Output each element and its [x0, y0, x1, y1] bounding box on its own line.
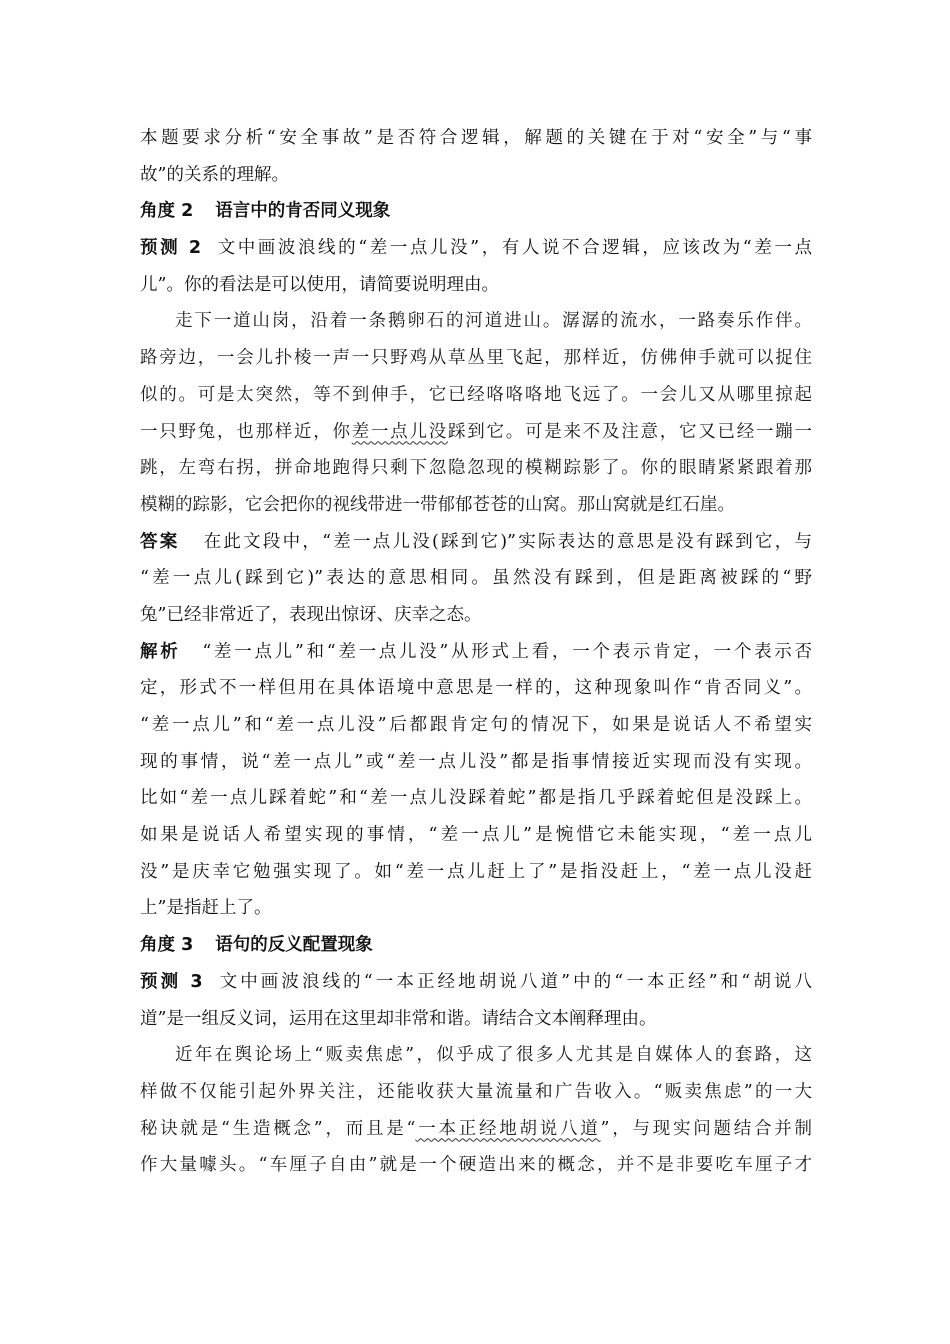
predict-3-line-1	[140, 964, 812, 1001]
answer-2-line-1	[140, 524, 812, 561]
passage-2-line-5: 跳，左弯右拐，拼命地跑得只剩下忽隐忽现的模糊踪影了。你的眼睛紧紧跟着那	[140, 458, 812, 479]
passage-3-line-2: 样做不仅能引起外界关注，还能收获大量流量和广告收入。“贩卖焦虑”的一大	[140, 1081, 812, 1102]
passage-2-line-4	[140, 414, 812, 451]
analysis-2-line-7: 没”是庆幸它勉强实现了。如“差一点儿赶上了”是指没赶上，“差一点儿没赶	[140, 861, 812, 882]
predict-2-text-1: 文中画波浪线的“差一点儿没”，有人说不合逻辑，应该改为“差一点	[215, 238, 812, 259]
wavy-underline-phrase-2: 差一点儿没	[351, 421, 448, 442]
analysis-2-label: 解析	[140, 641, 181, 662]
answer-2-label: 答案	[140, 531, 180, 552]
passage-2-line-4-pre: 一只野兔，也那样近，你	[140, 421, 352, 442]
analysis-2-line-1	[140, 634, 812, 671]
angle-3-title: 语句的反义配置现象	[215, 935, 373, 956]
analysis-2-line-4: 现的事情，说“差一点儿”或“差一点儿没”都是指事情接近实现而没有实现。	[140, 751, 812, 772]
passage-3-line-1: 近年在舆论场上“贩卖焦虑”，似乎成了很多人尤其是自媒体人的套路，这	[175, 1045, 812, 1066]
angle-2-title: 语言中的肯否同义现象	[215, 201, 391, 222]
analysis-2-line-6: 如果是说话人希望实现的事情，“差一点儿”是惋惜它未能实现，“差一点儿	[140, 825, 812, 846]
passage-2-line-6: 模糊的踪影，它会把你的视线带进一带郁郁苍苍的山窝。那山窝就是红石崖。	[140, 494, 735, 515]
predict-2-line-1	[140, 230, 812, 267]
passage-3-line-3	[140, 1111, 812, 1148]
answer-2-text-1: 在此文段中，“差一点儿没(踩到它)”实际表达的意思是没有踩到它，与	[201, 531, 812, 552]
passage-2-line-1: 走下一道山岗，沿着一条鹅卵石的河道进山。潺潺的流水，一路奏乐作伴。	[175, 311, 812, 332]
analysis-2-line-5: 比如“差一点儿踩着蛇”和“差一点儿没踩着蛇”都是指几乎踩着蛇但是没踩上。	[140, 788, 812, 809]
passage-2-line-2: 路旁边，一会儿扑棱一声一只野鸡从草丛里飞起，那样近，仿佛伸手就可以捉住	[140, 348, 812, 369]
angle-3-label: 角度 3	[140, 935, 194, 956]
intro-line-2: 故”的关系的理解。	[140, 164, 289, 185]
passage-3-line-3-post: ”，与现实问题结合并制	[600, 1118, 812, 1139]
predict-3-text-1: 文中画波浪线的“一本正经地胡说八道”中的“一本正经”和“胡说八	[216, 971, 812, 992]
angle-3-heading	[140, 927, 812, 964]
analysis-2-line-2: 定，形式不一样但用在具体语境中意思是一样的，这种现象叫作“肯否同义”。	[140, 678, 812, 699]
predict-2-label: 预测 2	[140, 238, 202, 259]
answer-2-line-2: “差一点儿(踩到它)”表达的意思相同。虽然没有踩到，但是距离被踩的“野	[140, 568, 812, 589]
passage-2-line-3: 似的。可是太突然，等不到伸手，它已经咯咯咯地飞远了。一会儿又从哪里掠起	[140, 384, 812, 405]
passage-3-line-4: 作大量噱头。“车厘子自由”就是一个硬造出来的概念，并不是非要吃车厘子才	[140, 1155, 812, 1176]
answer-2-line-3: 兔”已经非常近了，表现出惊讶、庆幸之态。	[140, 604, 482, 625]
passage-2-line-4-post: 踩到它。可是来不及注意，它又已经一蹦一	[448, 421, 812, 442]
intro-line-1: 本题要求分析“安全事故”是否符合逻辑，解题的关键在于对“安全”与“事	[140, 128, 812, 148]
wavy-underline-phrase-3: 一本正经地胡说八道	[415, 1118, 601, 1139]
predict-3-label: 预测 3	[140, 971, 203, 992]
predict-3-line-2: 道”是一组反义词，运用在这里却非常和谐。请结合文本阐释理由。	[140, 1008, 657, 1029]
analysis-2-line-8: 上”是指赶上了。	[140, 898, 272, 919]
analysis-2-line-3: “差一点儿”和“差一点儿没”后都跟肯定句的情况下，如果是说话人不希望实	[140, 715, 812, 735]
predict-2-line-2: 儿”。你的看法是可以使用，请简要说明理由。	[140, 274, 499, 295]
analysis-2-text-1: “差一点儿”和“差一点儿没”从形式上看，一个表示肯定，一个表示否	[202, 641, 812, 662]
angle-2-heading	[140, 193, 812, 230]
passage-3-line-3-pre: 秘诀就是“生造概念”，而且是“	[140, 1118, 416, 1139]
angle-2-label: 角度 2	[140, 201, 194, 222]
